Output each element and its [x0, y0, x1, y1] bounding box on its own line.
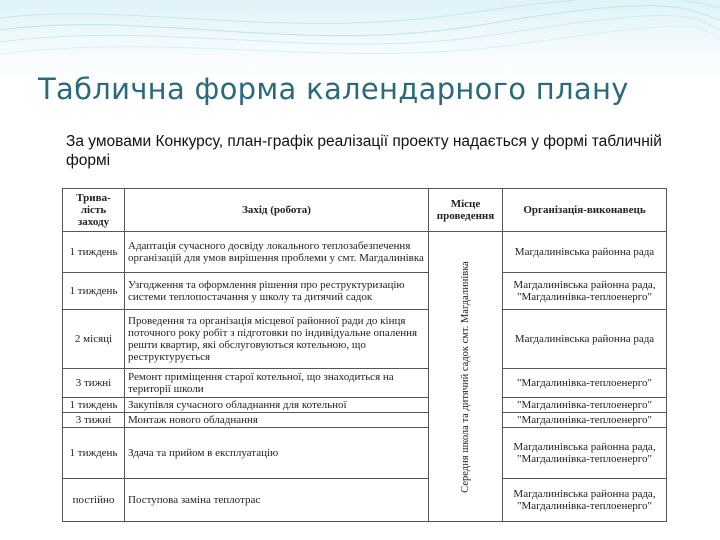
table-row: [63, 273, 667, 310]
cell-duration: постійно: [63, 479, 125, 522]
cell-activity: Закупівля сучасного обладнання для котельної: [125, 398, 429, 413]
place-vertical-text: Середня школа та дитячий садок смт. Магдалинівка: [459, 260, 471, 493]
cell-org: Магдалинівська районна рада: [503, 232, 667, 273]
cell-duration: 1 тиждень: [63, 398, 125, 413]
cell-duration: 2 місяці: [63, 310, 125, 369]
intro-text: За умовами Конкурсу, план-графік реалізації проекту надається у формі табличній формі: [66, 133, 662, 169]
cell-activity: Монтаж нового обладнання: [125, 413, 429, 428]
cell-activity: Ремонт приміщення старої котельної, що знаходиться на території школи: [125, 369, 429, 398]
table-row: [63, 413, 667, 428]
cell-org: "Магдалинівка-теплоенерго": [503, 413, 667, 428]
table-row: [63, 369, 667, 398]
cell-duration: 3 тижні: [63, 369, 125, 398]
cell-activity: Адаптація сучасного досвіду локального теплозабезпечення організацій для умов вирішення проблеми у смт. Магдалинівка: [125, 232, 429, 273]
cell-org: Магдалинівська районна рада, "Магдалинівка-теплоенерго": [503, 428, 667, 479]
header-duration: Трива-лість заходу: [63, 189, 125, 232]
header-activity: Захід (робота): [125, 189, 429, 232]
calendar-plan-table: [62, 188, 667, 522]
cell-duration: 1 тиждень: [63, 428, 125, 479]
cell-org: "Магдалинівка-теплоенерго": [503, 369, 667, 398]
table-row: [63, 398, 667, 413]
cell-activity: Здача та прийом в експлуатацію: [125, 428, 429, 479]
cell-activity: Проведення та організація місцевої районної ради до кінця поточного року робіт з підготовки по індивідуальне опалення решти квартир, які обслуговуються котельною, що реструктурується: [125, 310, 429, 369]
table-row: [63, 232, 667, 273]
cell-org: "Магдалинівка-теплоенерго": [503, 398, 667, 413]
header-place: Місце проведення: [429, 189, 503, 232]
cell-duration: 3 тижні: [63, 413, 125, 428]
table-row: [63, 428, 667, 479]
table-header-row: [63, 189, 667, 232]
cell-org: Магдалинівська районна рада, "Магдалинівка-теплоенерго": [503, 273, 667, 310]
slide-title: Таблична форма календарного плану: [38, 72, 629, 106]
table-row: [63, 310, 667, 369]
decorative-waves: [0, 0, 720, 80]
cell-duration: 1 тиждень: [63, 273, 125, 310]
cell-duration: 1 тиждень: [63, 232, 125, 273]
cell-place-merged: [429, 232, 503, 522]
cell-activity: Поступова заміна теплотрас: [125, 479, 429, 522]
cell-activity: Узгодження та оформлення рішення про реструктуризацію системи теплопостачання у школу та дитячий садок: [125, 273, 429, 310]
cell-org: Магдалинівська районна рада, "Магдалинівка-теплоенерго": [503, 479, 667, 522]
header-background: [0, 0, 720, 80]
header-org: Організація-виконавець: [503, 189, 667, 232]
cell-org: Магдалинівська районна рада: [503, 310, 667, 369]
table-row: [63, 479, 667, 522]
